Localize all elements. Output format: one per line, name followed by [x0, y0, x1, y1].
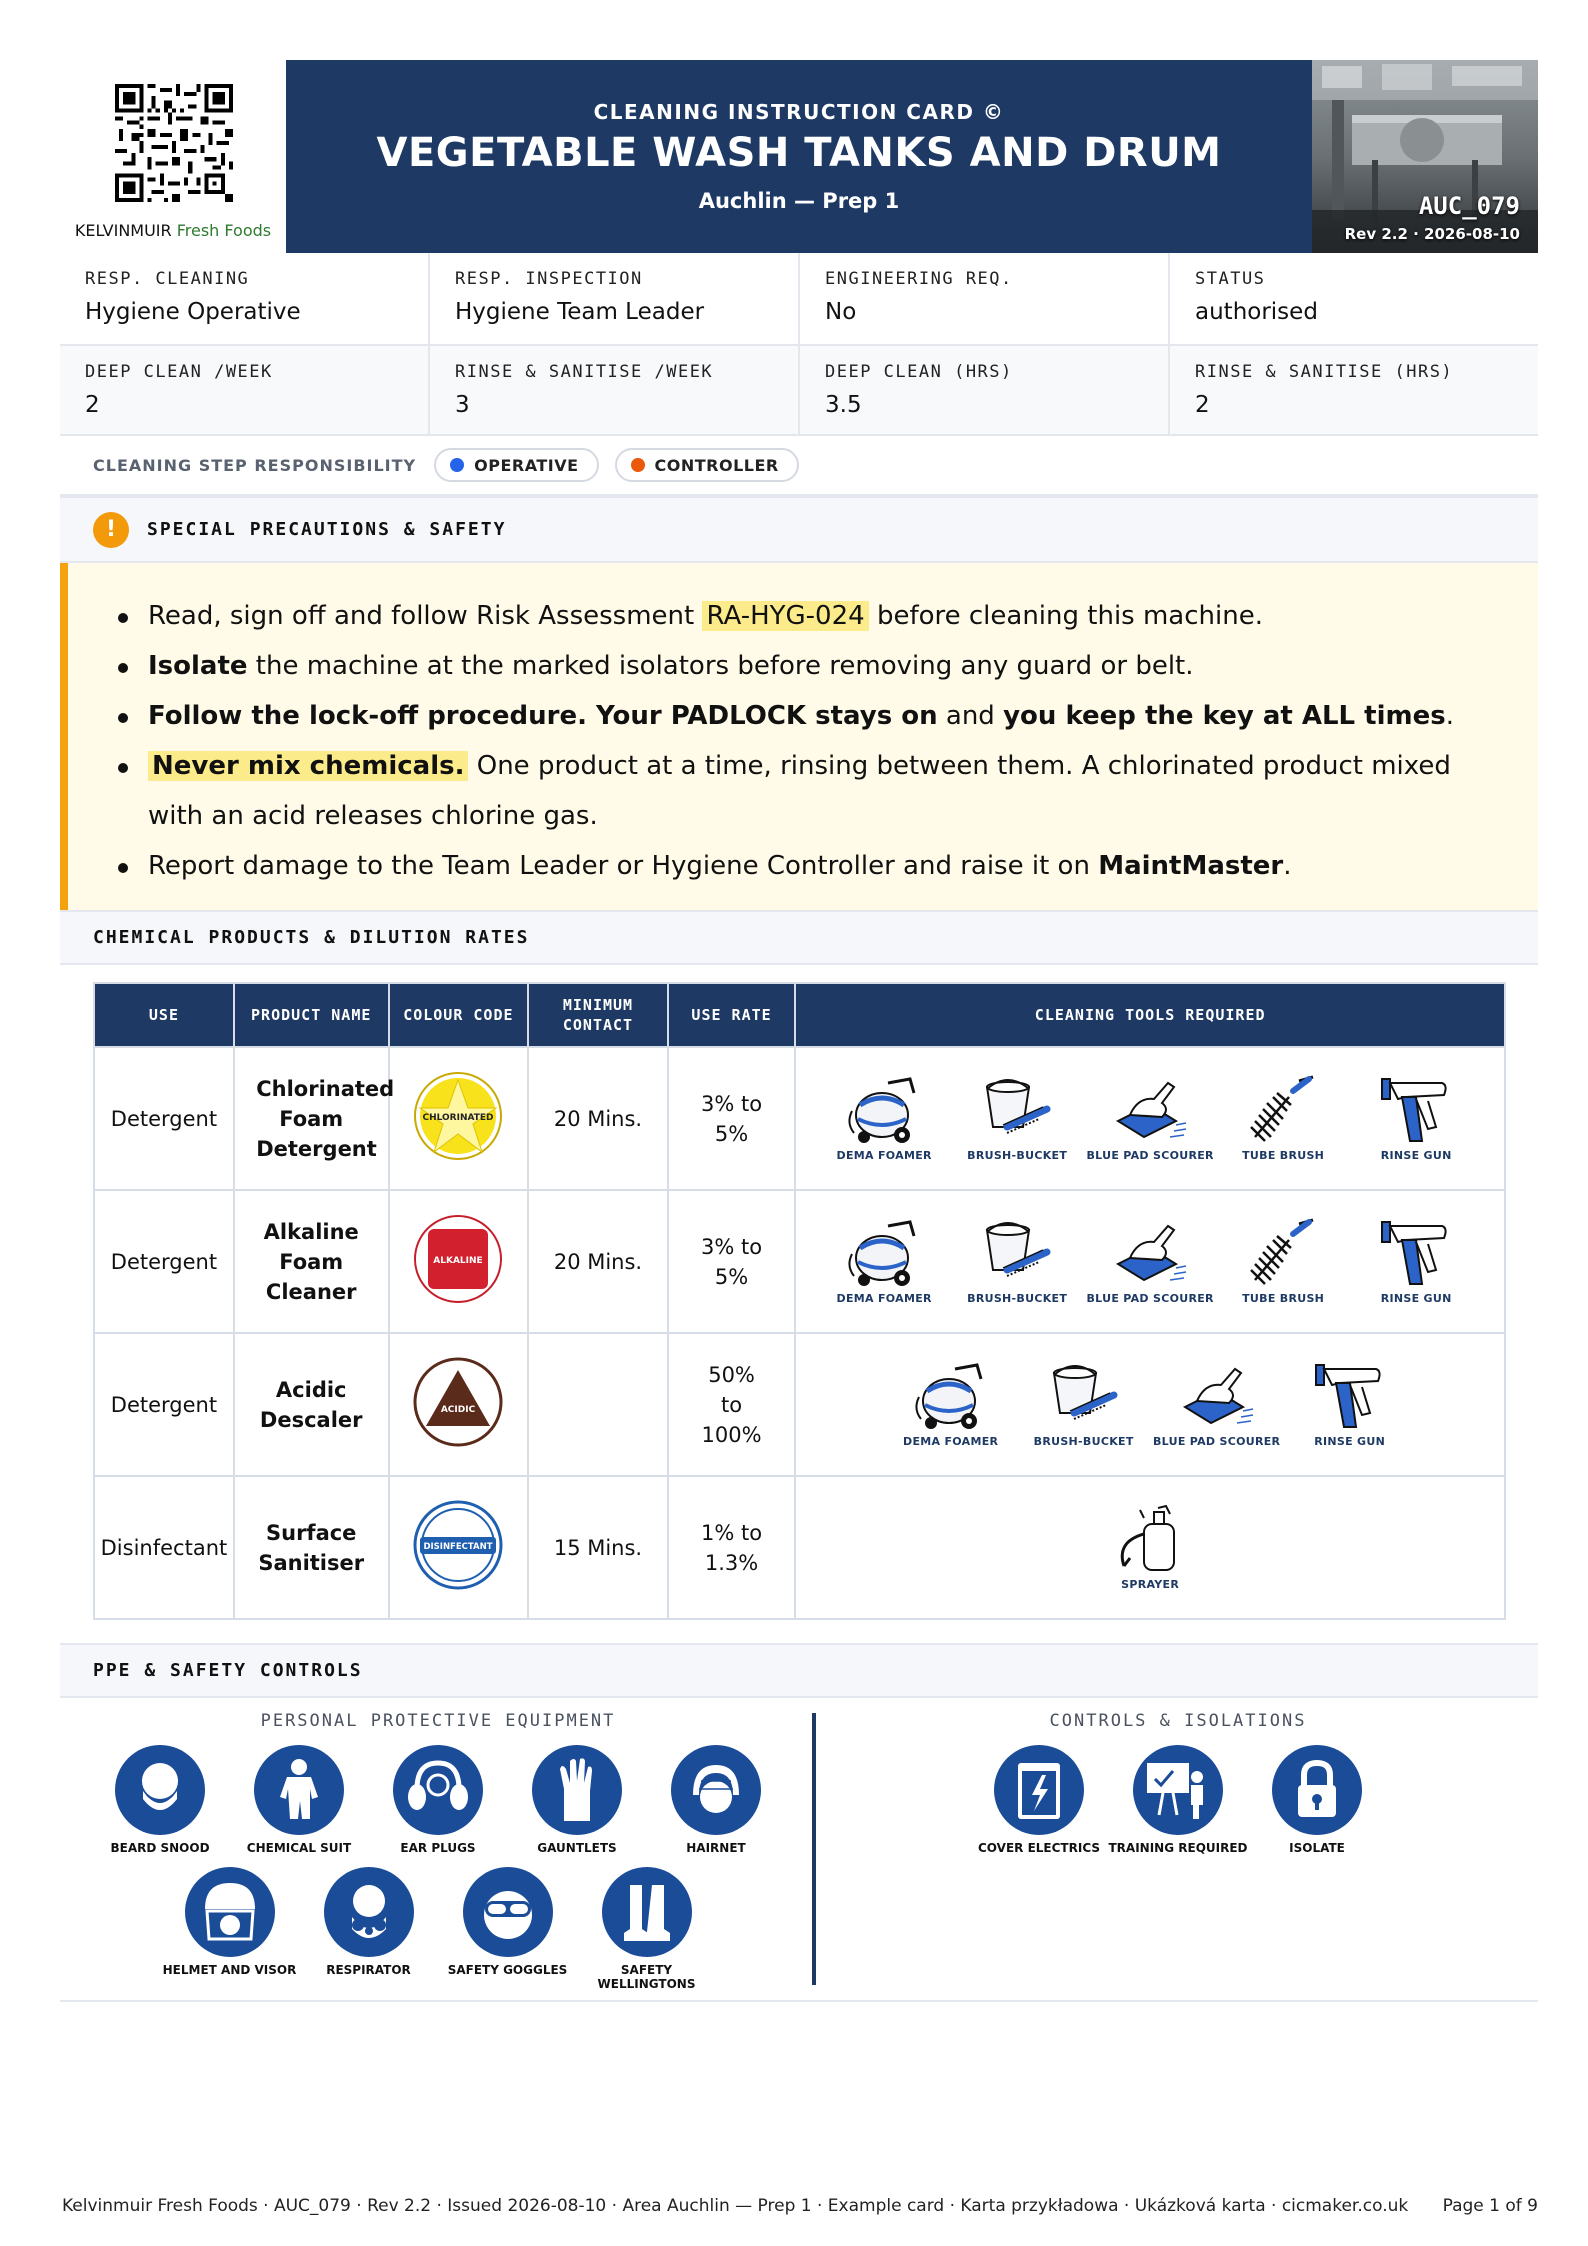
sprayer-icon	[1084, 1504, 1217, 1591]
table-row	[94, 1047, 1505, 1190]
cell-use-rate: 3% to 5%	[668, 1047, 796, 1190]
isolate-icon	[1248, 1745, 1387, 1855]
machine-photo	[1312, 60, 1538, 253]
card-header	[60, 60, 1538, 253]
ppe-row	[60, 1867, 816, 1991]
pictogram-label: SAFETY WELLINGTONS	[597, 1963, 696, 1991]
beard-snood-icon	[91, 1745, 230, 1855]
helmet-and-visor-icon	[160, 1867, 299, 1991]
dema-foamer-icon	[818, 1218, 951, 1305]
col-use-rate: USE RATE	[668, 983, 796, 1047]
cell-use: Detergent	[94, 1047, 234, 1190]
cell-tools	[795, 1476, 1505, 1619]
info-engineering-req: ENGINEERING REQ. No	[800, 253, 1170, 344]
footer-text: Kelvinmuir Fresh Foods · AUC_079 · Rev 2.2 · Issued 2026-08-10 · Area Auchlin — Prep 1 · Example card · Karta przykładowa · Ukázková karta · cicmaker.co.uk	[62, 2196, 1409, 2216]
blue-pad-scourer-icon	[1084, 1218, 1217, 1305]
cell-tools	[795, 1190, 1505, 1333]
tool-label: SPRAYER	[1121, 1578, 1180, 1591]
info-resp-cleaning: RESP. CLEANING Hygiene Operative	[60, 253, 430, 344]
svg-text:ALKALINE: ALKALINE	[433, 1256, 484, 1266]
controls-row	[818, 1745, 1538, 1855]
chemicals-header	[60, 910, 1538, 965]
svg-text:CHLORINATED: CHLORINATED	[422, 1113, 494, 1123]
tool-label: RINSE GUN	[1380, 1292, 1452, 1305]
table-row	[94, 1476, 1505, 1619]
pictogram-label: HAIRNET	[686, 1841, 746, 1855]
qr-code	[115, 84, 233, 202]
tool-label: DEMA FOAMER	[836, 1149, 932, 1162]
cell-use: Disinfectant	[94, 1476, 234, 1619]
info-deep-clean-hrs: DEEP CLEAN (HRS) 3.5	[800, 346, 1170, 434]
cell-colour-code	[389, 1047, 529, 1190]
tool-label: BRUSH-BUCKET	[1033, 1435, 1134, 1448]
svg-text:ACIDIC: ACIDIC	[441, 1405, 476, 1415]
cell-minimum-contact: 15 Mins.	[528, 1476, 668, 1619]
tool-label: DEMA FOAMER	[903, 1435, 999, 1448]
responsibility-label: CLEANING STEP RESPONSIBILITY	[93, 455, 417, 475]
operative-pill: OPERATIVE	[434, 448, 598, 482]
cell-use: Detergent	[94, 1190, 234, 1333]
ppe-section	[60, 1697, 1538, 2002]
rinse-gun-icon	[1350, 1218, 1483, 1305]
card-revision: Rev 2.2 · 2026-08-10	[1344, 225, 1520, 243]
cell-minimum-contact	[528, 1333, 668, 1476]
info-row-responsibilities	[60, 253, 1538, 346]
tool-label: BLUE PAD SCOURER	[1086, 1149, 1214, 1162]
precaution-item: Follow the lock-off procedure. Your PADLOCK stays on and you keep the key at ALL times.	[118, 691, 1498, 741]
col-use: USE	[94, 983, 234, 1047]
col-tools: CLEANING TOOLS REQUIRED	[795, 983, 1505, 1047]
col-minimum-contact: MINIMUM CONTACT	[528, 983, 668, 1047]
col-colour-code: COLOUR CODE	[389, 983, 529, 1047]
cell-use-rate: 3% to 5%	[668, 1190, 796, 1333]
chemical-suit-icon	[230, 1745, 369, 1855]
cell-use: Detergent	[94, 1333, 234, 1476]
page-footer	[62, 2196, 1538, 2216]
blue-pad-scourer-icon	[1084, 1075, 1217, 1162]
ppe-header	[60, 1643, 1538, 1698]
page-number: Page 1 of 9	[1442, 2196, 1538, 2216]
controller-dot-icon	[631, 458, 645, 472]
card-kicker: CLEANING INSTRUCTION CARD ©	[593, 100, 1005, 124]
never-mix-highlight: Never mix chemicals.	[148, 751, 468, 781]
pictogram-label: GAUNTLETS	[537, 1841, 617, 1855]
pictogram-label: EAR PLUGS	[400, 1841, 476, 1855]
cell-product-name: Chlorinated Foam Detergent	[234, 1047, 389, 1190]
cell-use-rate: 1% to 1.3%	[668, 1476, 796, 1619]
warning-icon: !	[93, 512, 129, 548]
precaution-item: Isolate the machine at the marked isolators before removing any guard or belt.	[118, 641, 1498, 691]
precautions-heading: SPECIAL PRECAUTIONS & SAFETY	[147, 519, 507, 540]
pictogram-label: HELMET AND VISOR	[162, 1963, 297, 1977]
tool-label: RINSE GUN	[1314, 1435, 1386, 1448]
pictogram-label: RESPIRATOR	[326, 1963, 411, 1977]
pictogram-label: CHEMICAL SUIT	[246, 1841, 352, 1855]
qr-logo-block	[60, 60, 286, 253]
table-row	[94, 1333, 1505, 1476]
cell-colour-code	[389, 1476, 529, 1619]
risk-assessment-code: RA-HYG-024	[702, 601, 868, 631]
card-code: AUC_079	[1418, 192, 1520, 220]
table-row	[94, 1190, 1505, 1333]
tool-label: BLUE PAD SCOURER	[1152, 1435, 1281, 1448]
table-header-row	[94, 983, 1505, 1047]
pictogram-label: BEARD SNOOD	[110, 1841, 210, 1855]
chemicals-heading: CHEMICAL PRODUCTS & DILUTION RATES	[93, 927, 530, 948]
safety-goggles-icon	[438, 1867, 577, 1991]
blue-pad-scourer-icon	[1150, 1361, 1283, 1448]
cell-product-name: Acidic Descaler	[234, 1333, 389, 1476]
precautions-header	[60, 496, 1538, 563]
info-status: STATUS authorised	[1195, 269, 1318, 325]
tool-label: BRUSH-BUCKET	[967, 1149, 1068, 1162]
tube-brush-icon	[1217, 1218, 1350, 1305]
acidic-badge-icon	[412, 1356, 504, 1453]
dema-foamer-icon	[818, 1075, 951, 1162]
ppe-row	[60, 1745, 816, 1855]
chemicals-table	[93, 982, 1506, 1620]
cell-colour-code	[389, 1333, 529, 1476]
cover-electrics-icon	[970, 1745, 1109, 1855]
pictogram-label: TRAINING REQUIRED	[1108, 1841, 1248, 1855]
info-deep-clean-week: DEEP CLEAN /WEEK 2	[60, 346, 430, 434]
precaution-item: Never mix chemicals. One product at a time, rinsing between them. A chlorinated product mixed with an acid releases chlorine gas.	[118, 741, 1498, 841]
tool-label: RINSE GUN	[1380, 1149, 1452, 1162]
tool-label: DEMA FOAMER	[836, 1292, 932, 1305]
hairnet-icon	[647, 1745, 786, 1855]
pictogram-label: COVER ELECTRICS	[978, 1841, 1100, 1855]
brush-bucket-icon	[951, 1075, 1084, 1162]
ppe-title: PERSONAL PROTECTIVE EQUIPMENT	[260, 1711, 616, 1731]
cell-minimum-contact: 20 Mins.	[528, 1047, 668, 1190]
info-resp-inspection: RESP. INSPECTION Hygiene Team Leader	[430, 253, 800, 344]
ppe-divider	[812, 1713, 816, 1985]
rinse-gun-icon	[1283, 1361, 1416, 1448]
operative-dot-icon	[450, 458, 464, 472]
training-required-icon	[1109, 1745, 1248, 1855]
ppe-panel	[60, 1697, 816, 1991]
brush-bucket-icon	[951, 1218, 1084, 1305]
tool-label: BRUSH-BUCKET	[967, 1292, 1068, 1305]
info-rinse-week: RINSE & SANITISE /WEEK 3	[430, 346, 800, 434]
cell-colour-code	[389, 1190, 529, 1333]
svg-text:DISINFECTANT: DISINFECTANT	[423, 1542, 493, 1552]
disinfectant-badge-icon	[412, 1499, 504, 1596]
tool-label: BLUE PAD SCOURER	[1086, 1292, 1214, 1305]
alkaline-badge-icon	[412, 1213, 504, 1310]
cell-product-name: Alkaline Foam Cleaner	[234, 1190, 389, 1333]
ear-plugs-icon	[369, 1745, 508, 1855]
gauntlets-icon	[508, 1745, 647, 1855]
cell-minimum-contact: 20 Mins.	[528, 1190, 668, 1333]
cell-use-rate: 50% to 100%	[668, 1333, 796, 1476]
pictogram-label: ISOLATE	[1289, 1841, 1345, 1855]
chlorinated-badge-icon	[412, 1070, 504, 1167]
precautions-panel	[60, 563, 1538, 910]
safety-wellingtons-icon	[577, 1867, 716, 1991]
col-product-name: PRODUCT NAME	[234, 983, 389, 1047]
precaution-item: Report damage to the Team Leader or Hygiene Controller and raise it on MaintMaster.	[118, 841, 1498, 891]
tool-label: TUBE BRUSH	[1242, 1292, 1325, 1305]
controls-title: CONTROLS & ISOLATIONS	[1049, 1711, 1307, 1731]
responsibility-legend	[60, 436, 1538, 496]
brand-name: KELVINMUIR Fresh Foods	[74, 221, 272, 240]
info-row-frequency	[60, 346, 1538, 436]
title-banner	[286, 60, 1312, 253]
cell-tools	[795, 1047, 1505, 1190]
tool-label: TUBE BRUSH	[1242, 1149, 1325, 1162]
cell-tools	[795, 1333, 1505, 1476]
info-rinse-hrs: RINSE & SANITISE (HRS) 2	[1195, 362, 1454, 418]
precaution-item: Read, sign off and follow Risk Assessment RA-HYG-024 before cleaning this machine.	[118, 591, 1498, 641]
ppe-heading: PPE & SAFETY CONTROLS	[93, 1660, 363, 1681]
respirator-icon	[299, 1867, 438, 1991]
brush-bucket-icon	[1017, 1361, 1150, 1448]
controller-pill: CONTROLLER	[615, 448, 799, 482]
pictogram-label: SAFETY GOGGLES	[447, 1963, 568, 1977]
tube-brush-icon	[1217, 1075, 1350, 1162]
page-title: VEGETABLE WASH TANKS AND DRUM	[376, 130, 1222, 176]
dema-foamer-icon	[884, 1361, 1017, 1448]
cell-product-name: Surface Sanitiser	[234, 1476, 389, 1619]
controls-panel	[818, 1697, 1538, 1855]
rinse-gun-icon	[1350, 1075, 1483, 1162]
page-subtitle: Auchlin — Prep 1	[698, 189, 900, 213]
